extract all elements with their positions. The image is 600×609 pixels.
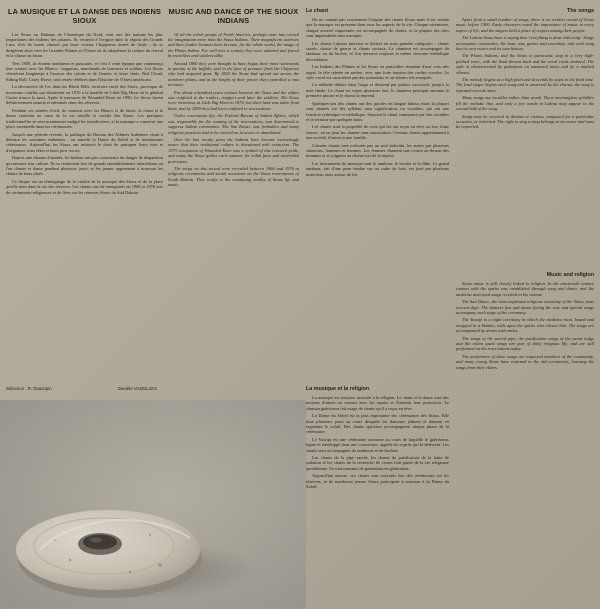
english-intro-column <box>168 8 299 404</box>
paragraph: The Yuwipi is a night ceremony in which the medicine man, bound and wrapped in a blanket, calls upon the spirits who release him. The songs are accompanied by drums and rattles. <box>456 317 594 334</box>
paragraph: The Sun Dance, the most important religious ceremony of the Sioux, lasts several days. The dancers fast and dance facing the sun, and special songs accompany each stage of the ceremony. <box>456 299 594 316</box>
the-songs-heading: The songs <box>567 8 594 14</box>
paragraph: For about a hundred years contact between the Sioux and the whites was confined to the traders, trappers and later the soldiers. The Sioux were victorious at Little Big Horn in 1876, but their land was taken from them, and by 1890 they had been confined to reservations. <box>168 89 299 111</box>
paragraph: The songs on this record were recorded between 1966 and 1976 at religious ceremonies and social occasions on the Sioux reservations of South Dakota. They testify to the continuing vitality of Sioux life and music. <box>168 165 299 188</box>
french-paragraphs <box>6 32 163 195</box>
music-religion-column <box>456 272 594 602</box>
paragraph: Certains chants sont exécutés par un seul individu, les autres par plusieurs chanteurs, hommes et femmes. Les femmes chantent une octave au-dessus des hommes et se joignent au chœur lors de la reprise. <box>306 142 449 159</box>
paragraph: Apart from a small number of songs, there is no written record of Sioux music before 1900. Early observers noted the importance of music in every aspect of life, and the singers held a place of respect among their people. <box>456 17 594 33</box>
english-title: MUSIC AND DANCE OF THE SIOUX INDIANS <box>168 8 299 25</box>
paragraph: Of all the tribal groups of North America, perhaps none has excited the imagination more than the Sioux Indians. Their magnificent warriors and their feather bonnets have become, for the whole world, the image of the Plains Indian. For well over a century they were admired and feared by travellers and soldiers alike. <box>168 31 299 59</box>
french-title: LA MUSIQUE ET LA DANSE DES INDIENS SIOUX <box>7 8 162 25</box>
paragraph: Pendant ces années d'exil, de contacts avec les Blancs et de luttes, le chant et la danse restèrent au cœur de la vie rituelle et sociale des Sioux. Les pratiques traditionnelles se sont maintenues malgré les interdictions, et la musique a conservé une place essentielle dans les cérémonies. <box>6 107 163 130</box>
musique-religion-column <box>306 386 449 602</box>
musique-religion-paragraphs <box>306 395 449 490</box>
paragraph: Les Indiens des Plaines et les Sioux en particulier chantent d'une voix très aiguë, la tête rejetée en arrière, avec une forte tension des cordes vocales. Le style vocal est caractérisé par des pulsations et un vibrato très marqués. <box>306 64 449 81</box>
paragraph: Sioux music is still closely linked to religion. In the nineteenth century contact with the spirits was established through song and dance, and the medicine man used songs received in his visions. <box>456 281 594 297</box>
paragraph: The melody begins at a high pitch and descends by steps to the final tone. The lead singer begins each song and is answered by the chorus; the song is repeated several times. <box>456 77 594 93</box>
paragraph: Le Yuwipi est une cérémonie nocturne au cours de laquelle le guérisseur, ligoté et enveloppé dans une couverture, appelle les esprits qui le délivrent. Les chants sont accompagnés de tambours et de hochets. <box>306 436 449 453</box>
paragraph: The performers of these songs are respected members of the community, and many young Sioux have returned to the old ceremonies, learning the songs from their elders. <box>456 353 594 370</box>
english-paragraphs <box>168 32 299 188</box>
paragraph: Les chants sont la propriété de ceux qui les ont reçus en rêve ou lors d'une vision ; on ne peut les chanter sans autorisation. Certains chants appartiennent à une société, d'autres à une famille. <box>306 124 449 141</box>
paragraph: Ce disque est un témoignage de la vitalité de la musique des Sioux et de la place qu'elle tient dans la vie des réserves. Les chants ont été enregistrés en 1966 et 1976 lors de cérémonies religieuses et de fêtes sur les réserves Sioux du Sud Dakota. <box>6 178 163 195</box>
stone-disc-image <box>0 400 306 609</box>
paragraph: Les chants Lakotas peuvent se diviser en trois grandes catégories : chants sacrés, chants de guerre et chants sociaux. Le chanteur est accompagné du tambour ou du hochet, et l'on retrouve toujours la même structure mélodique descendante. <box>306 40 449 62</box>
french-intro-column <box>6 8 163 370</box>
music-religion-paragraphs <box>456 281 594 370</box>
le-chant-heading: Le chant <box>306 8 329 14</box>
paragraph: La musique est toujours associée à la religion. Le chant et la danse sont des moyens d'entrer en contact avec les esprits et d'obtenir leur protection. Le chaman guérisseur fait usage de chants qu'il a reçus en rêve. <box>306 395 449 411</box>
musique-religion-heading: La musique et la religion <box>306 386 370 392</box>
credits-line <box>6 386 163 394</box>
paragraph: La mélodie débute dans l'aigu et descend par paliers successifs jusqu'à la note finale. Le chant est repris plusieurs fois, le chanteur principal entonne la première phrase et le chœur la reprend. <box>306 82 449 99</box>
paragraph: La Danse du Soleil est la plus importante des cérémonies des Sioux. Elle dure plusieurs jours au cours desquels les danseurs jeûnent et dansent en regardant le soleil. Des chants spéciaux accompagnent chaque phase de la cérémonie. <box>306 413 449 435</box>
paragraph: Jusqu'à une période récente, la politique du Bureau des Affaires Indiennes visait à détruire les coutumes indiennes ; on interdit la Danse du Soleil et de nombreuses cérémonies. Aujourd'hui les Sioux ont retrouvé le droit de pratiquer leurs rites et d'organiser leurs fêtes et leurs pow-wows. <box>6 131 163 153</box>
paragraph: Songs may be received in dreams or visions, composed for a particular occasion, or inherited. The right to sing a song belongs to its owner and must be respected. <box>456 113 594 130</box>
paragraph: Vers 1800, ils étaient nombreux et puissants, et c'est à cette époque que commença leur contact avec les Blancs : trappeurs, marchands de fourrures et soldats. Les Sioux résistèrent longtemps à l'avance des colons et de l'armée, et leurs chefs, Red Cloud, Sitting Bull, Crazy Horse, sont restés célèbres dans l'histoire de l'Ouest américain. <box>6 60 163 82</box>
paragraph: Aujourd'hui encore, ces chants sont exécutés lors des cérémonies sur les réserves, et de nombreux jeunes Sioux participent à nouveau à la Danse du Soleil. <box>306 473 449 490</box>
paragraph: The Plains Indians, and the Sioux in particular, sing in a very high-pitched voice, with the head thrown back and the vocal cords strained. The style is characterized by pulsations on sustained tones and by a marked vibrato. <box>456 53 594 75</box>
music-religion-heading: Music and religion <box>546 272 594 278</box>
paragraph: Around 1800 they were thought to have begun their move westwards in pursuit of the buffalo, and in the face of pressure from the Chippewa who had acquired guns. By 1825 the Sioux had spread out across the northern plains, and at the height of their power they controlled a vast territory. <box>168 60 299 88</box>
le-chant-column <box>306 8 449 380</box>
selection-credit: Sélection : R. Dussopin <box>6 386 52 391</box>
author-credit: Danièle VAZEILLES <box>117 386 157 391</box>
paragraph: On ne connaît pas exactement l'origine des chants Sioux mais il est certain que la musique est présente dans tous les aspects de la vie. Chaque cérémonie, chaque activité importante est accompagnée de chants, et la plupart des rites sont impensables sans musique. <box>306 17 449 39</box>
paragraph: Les Sioux ou Dakotas de l'Amérique du Nord, sont une des nations les plus importantes des Indiens des plaines. Ils vivaient à l'origine dans la région des Grands Lacs, d'où ils furent chassés par leurs voisins Chippewas armés de fusils ; ils se dirigèrent alors vers les Grandes Plaines et l'Ouest où ils adoptèrent la culture du cheval et la chasse au bison. <box>6 31 163 59</box>
the-songs-column <box>456 8 594 272</box>
paragraph: Under reservation life, the Federal Bureau of Indian Affairs, which was responsible for the running of the reservations, was determined to suppress Indian ceremonies. The Sun Dance was forbidden and many religious practices had to be carried on in secret or abandoned. <box>168 113 299 135</box>
paragraph: The songs of the sacred pipe, the purification songs of the sweat lodge and the vision quest songs are part of daily religious life, and are still performed on the reservations today. <box>456 335 594 352</box>
paragraph: La découverte de l'or dans les Black Hills, territoire sacré des Sioux, provoqua de nouveaux conflits qui aboutirent en 1876 à la bataille de Little Big Horn où le général Custer trouva la mort. Après le massacre de Wounded Knee en 1890, les Sioux furent définitivement soumis et enfermés dans des réserves. <box>6 84 163 106</box>
paragraph: Many songs use vocables rather than words. These meaningless syllables fill the melodic line, and only a few words in Lakota may appear in the second half of the song. <box>456 95 594 112</box>
paragraph: Les instruments de musique sont le tambour, le hochet et la flûte. Le grand tambour, fait d'une peau tendue sur un cadre de bois, est joué par plusieurs musiciens assis autour de lui. <box>306 160 449 177</box>
paragraph: The Lakota Sioux have a saying that 'everything is done with song'. Songs accompany ceremonies, the hunt, war, games and courtship, and each song has its own owner and its own history. <box>456 35 594 52</box>
paragraph: Over the last twenty years the Indians have become increasingly aware that their traditional culture is threatened with extinction. The 1973 occupation of Wounded Knee was a symbol of this renewed pride, and today the Sioux gather each summer for tribal fairs and intertribal pow-wows. <box>168 136 299 164</box>
le-chant-paragraphs <box>306 17 449 177</box>
stone-disc-photo <box>0 400 306 609</box>
paragraph: Les chants de la pipe sacrée, les chants de purification de la hutte de sudation et les chants de la recherche de vision font partie de la vie religieuse quotidienne. Ils sont transmis de génération en génération. <box>306 455 449 471</box>
paragraph: Depuis une dizaine d'années, les Indiens ont pris conscience du danger de disparition qui menace leur culture. Ils se réunissent lors de grands rassemblements intertribaux où l'on chante et danse pendant plusieurs jours, et les jeunes apprennent à nouveau les chants de leurs aînés. <box>6 155 163 177</box>
the-songs-paragraphs <box>456 17 594 130</box>
paragraph: Quelques-uns des chants ont des paroles en langue lakota, mais la plupart sont chantés sur des syllabes sans signification, ou vocables, qui ont une fonction rythmique et mélodique. Souvent le chant commence par des vocables et se termine par quelques mots. <box>306 100 449 122</box>
